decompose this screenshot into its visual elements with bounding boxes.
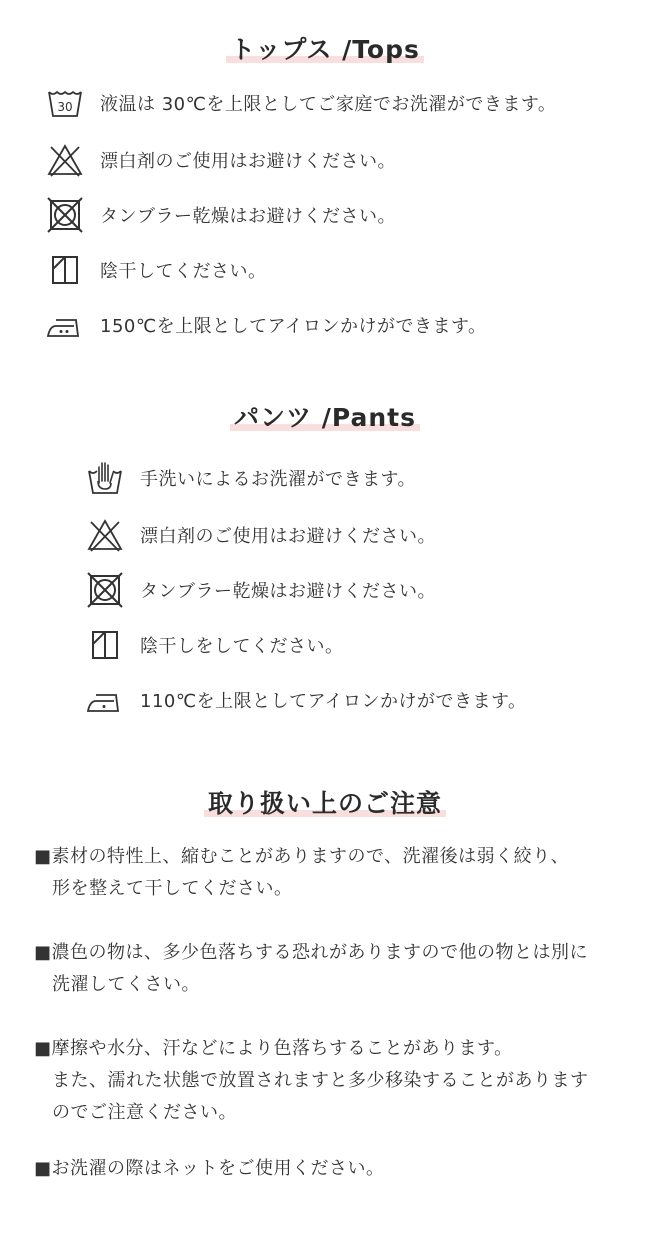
no-tumble-dry-icon [46, 196, 84, 234]
pants-care-bleach [86, 515, 436, 555]
note-item: ■素材の特性上、縮むことがありますので、洗濯後は弱く絞り、 形を整えて干してください。 [34, 846, 570, 899]
care-text: タンブラー乾燥はお避けください。 [100, 206, 396, 227]
care-text: 漂白剤のご使用はお避けください。 [140, 526, 436, 547]
tops-care-wash [46, 83, 556, 123]
pants-care-tumble [86, 570, 436, 610]
iron-medium-icon [46, 306, 84, 344]
pants-care-wash [86, 458, 416, 498]
shade-dry-icon [86, 626, 124, 664]
care-text: 110℃を上限としてアイロンかけができます。 [140, 691, 527, 712]
wash-tub-30-icon [46, 84, 84, 122]
care-text: 液温は 30℃を上限としてご家庭でお洗濯ができます。 [100, 94, 557, 115]
tops-care-tumble [46, 195, 396, 235]
care-text: 陰干してください。 [100, 261, 267, 282]
hand-wash-icon [86, 459, 124, 497]
notes-section-title: 取り扱い上のご注意 [0, 784, 650, 820]
care-text: 陰干しをしてください。 [140, 636, 344, 657]
care-text: 漂白剤のご使用はお避けください。 [100, 151, 396, 172]
pants-care-shade [86, 625, 344, 665]
care-text: タンブラー乾燥はお避けください。 [140, 581, 436, 602]
note-item: ■摩擦や水分、汗などにより色落ちすることがあります。 また、濡れた状態で放置されますと多少移染することがあります のでご注意ください。 [34, 1038, 589, 1123]
tops-care-iron [46, 305, 487, 345]
note-item: ■濃色の物は、多少色落ちする恐れがありますので他の物とは別に 洗濯してくさい。 [34, 942, 589, 995]
care-text: 手洗いによるお洗濯ができます。 [140, 469, 417, 490]
iron-low-icon [86, 681, 124, 719]
note-item: ■お洗濯の際はネットをご使用ください。 [34, 1158, 385, 1179]
tops-section-title: トップス /Tops [0, 30, 650, 66]
tops-care-bleach [46, 140, 396, 180]
no-tumble-dry-icon [86, 571, 124, 609]
pants-care-iron [86, 680, 527, 720]
no-bleach-icon [46, 141, 84, 179]
tops-care-shade [46, 250, 267, 290]
svg-text:30: 30 [57, 100, 73, 114]
pants-section-title: パンツ /Pants [0, 398, 650, 434]
shade-dry-icon [46, 251, 84, 289]
care-text: 150℃を上限としてアイロンかけができます。 [100, 316, 487, 337]
no-bleach-icon [86, 516, 124, 554]
